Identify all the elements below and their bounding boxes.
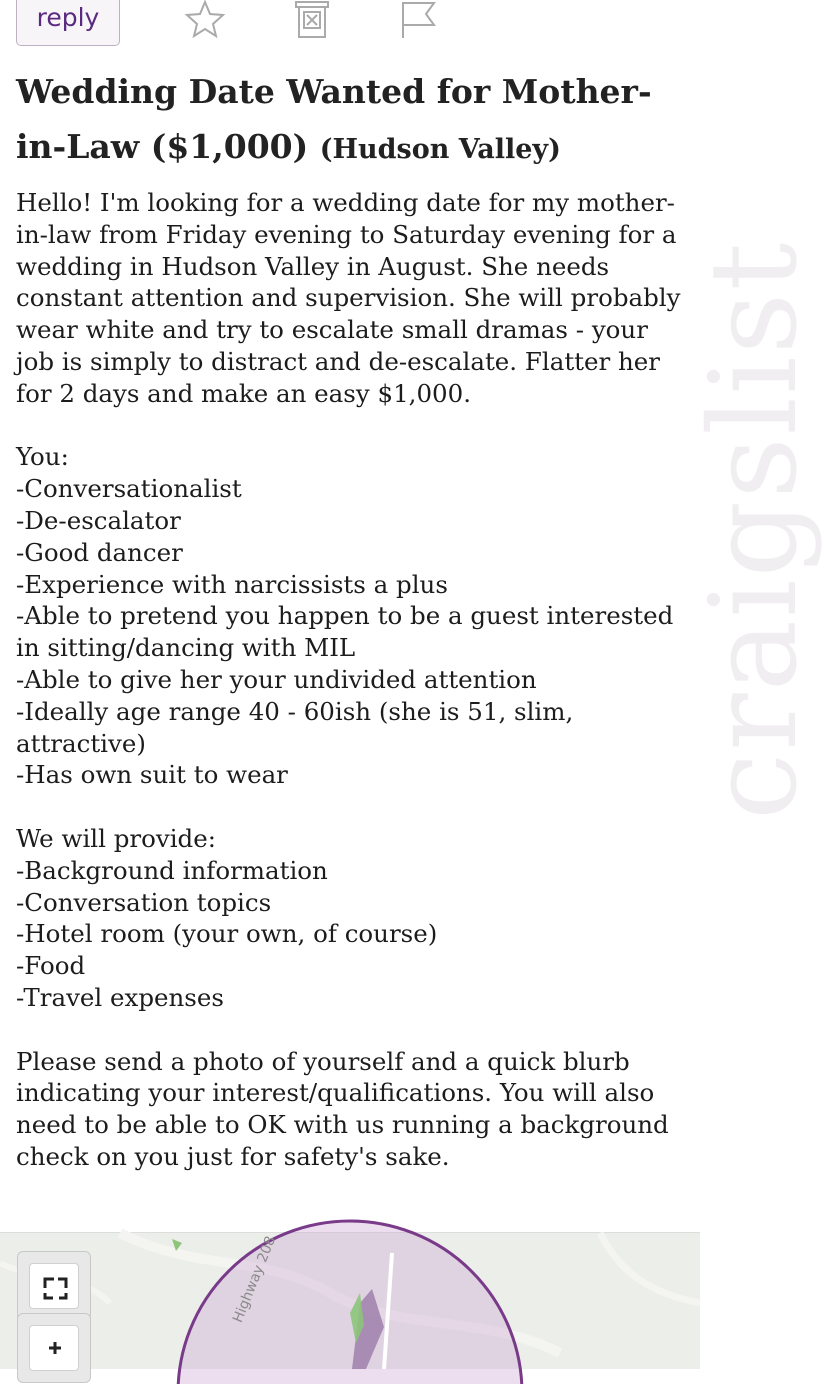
post-body (16, 187, 692, 1173)
flag-icon[interactable] (398, 0, 440, 40)
provide-heading: We will provide: (16, 823, 216, 853)
post-title-text: Wedding Date Wanted for Mother-in-Law ($1,000) (16, 72, 652, 166)
list-item: -De-escalator (16, 505, 181, 535)
map-canvas (0, 1233, 700, 1369)
post-intro: Hello! I'm looking for a wedding date for my mother-in-law from Friday evening to Saturday evening for a wedding in Hudson Valley in August. She needs constant attention and supervision. She will probably wear white and try to escalate small dramas - your job is simply to distract and de-escalate. Flatter her for 2 days and make an easy $1,000. (16, 188, 681, 408)
post-location: (Hudson Valley) (319, 134, 561, 165)
trash-icon[interactable] (292, 0, 332, 40)
post-title (16, 64, 688, 177)
zoom-in-button[interactable] (17, 1313, 91, 1383)
watermark-text: craigslist (685, 240, 824, 820)
star-icon[interactable] (184, 0, 226, 38)
fullscreen-icon (18, 1252, 92, 1322)
list-item: -Ideally age range 40 - 60ish (she is 51, slim, attractive) (16, 696, 574, 758)
list-item: -Has own suit to wear (16, 760, 288, 790)
list-item: -Travel expenses (16, 982, 224, 1012)
list-item: -Conversation topics (16, 887, 272, 917)
you-list (16, 473, 692, 791)
list-item: -Food (16, 951, 86, 981)
road-label: Highway 208 (230, 1234, 280, 1325)
list-item: -Experience with narcissists a plus (16, 569, 448, 599)
list-item: -Background information (16, 855, 328, 885)
list-item: -Hotel room (your own, of course) (16, 919, 438, 949)
you-heading: You: (16, 442, 69, 472)
list-item: -Able to give her your undivided attention (16, 664, 537, 694)
zoom-in-icon (18, 1314, 92, 1384)
fullscreen-button[interactable] (17, 1251, 91, 1321)
location-map[interactable] (0, 1232, 700, 1369)
list-item: -Good dancer (16, 537, 183, 567)
reply-button[interactable]: reply (16, 0, 120, 46)
post-toolbar (0, 0, 700, 52)
list-item: -Conversationalist (16, 474, 242, 504)
post-closing: Please send a photo of yourself and a quick blurb indicating your interest/qualifications. You will also need to be able to OK with us running a background check on you just for safety's sake. (16, 1046, 669, 1171)
provide-list (16, 855, 692, 1014)
list-item: -Able to pretend you happen to be a guest interested in sitting/dancing with MIL (16, 601, 674, 663)
